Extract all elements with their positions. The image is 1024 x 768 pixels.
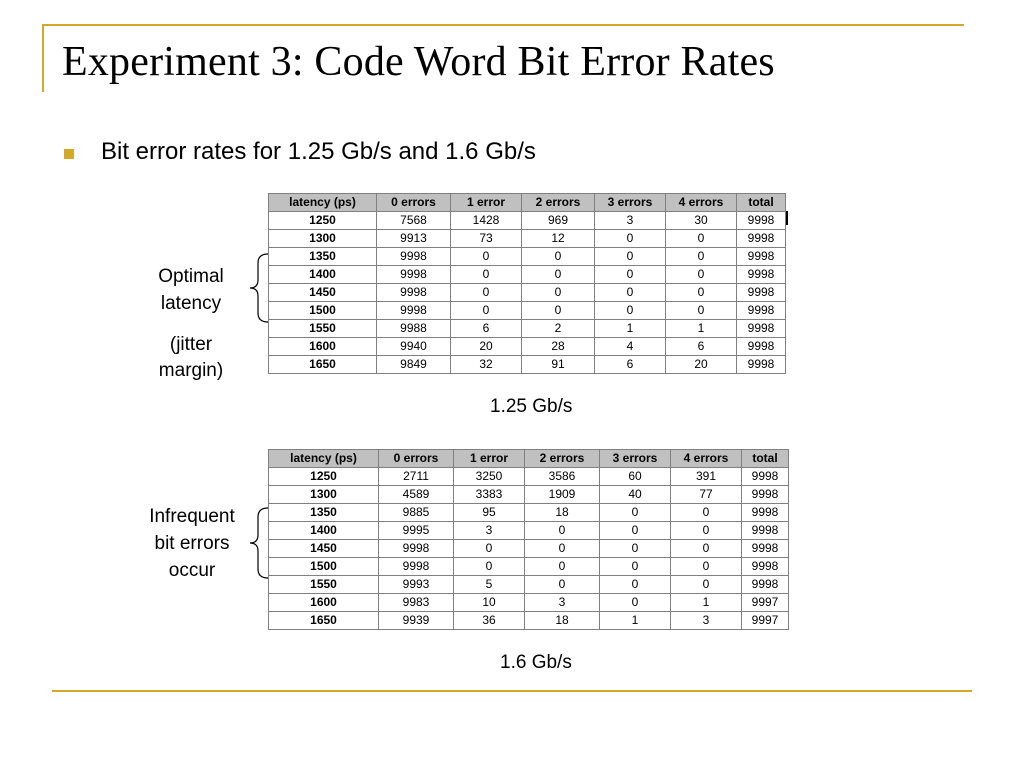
table-row: [269, 284, 786, 302]
cell-zero-errors: 7568: [377, 212, 451, 230]
column-header-one-error: 1 error: [451, 194, 522, 212]
cell-four-errors: 0: [666, 248, 737, 266]
left-curly-brace-icon: [248, 507, 270, 579]
cell-three-errors: 0: [600, 522, 671, 540]
cell-latency: 1300: [269, 230, 377, 248]
cell-three-errors: 0: [600, 558, 671, 576]
column-header-three-errors: 3 errors: [600, 450, 671, 468]
note-line: bit errors: [154, 533, 230, 554]
title-accent-vertical-line: [42, 24, 44, 92]
column-header-four-errors: 4 errors: [666, 194, 737, 212]
column-header-latency: latency (ps): [269, 194, 377, 212]
cell-zero-errors: 9988: [377, 320, 451, 338]
cell-two-errors: 0: [522, 302, 595, 320]
cell-three-errors: 0: [600, 594, 671, 612]
cell-total: 9998: [737, 320, 786, 338]
cell-two-errors: 0: [522, 266, 595, 284]
cell-three-errors: 0: [595, 230, 666, 248]
cell-latency: 1650: [269, 612, 379, 630]
table-row: [269, 266, 786, 284]
cell-latency: 1450: [269, 284, 377, 302]
cell-two-errors: 91: [522, 356, 595, 374]
cell-latency: 1250: [269, 212, 377, 230]
cell-four-errors: 0: [671, 540, 742, 558]
footer-divider-line: [52, 690, 972, 692]
cell-two-errors: 0: [522, 284, 595, 302]
cell-zero-errors: 4589: [379, 486, 454, 504]
cell-two-errors: 0: [522, 248, 595, 266]
cell-two-errors: 2: [522, 320, 595, 338]
cell-four-errors: 0: [666, 302, 737, 320]
cell-two-errors: 0: [525, 558, 600, 576]
table-header-row: [269, 194, 786, 212]
cell-zero-errors: 9885: [379, 504, 454, 522]
note-line: Optimal: [158, 266, 224, 287]
column-header-one-error: 1 error: [454, 450, 525, 468]
cell-three-errors: 1: [595, 320, 666, 338]
cell-total: 9998: [737, 212, 786, 230]
cell-three-errors: 0: [595, 284, 666, 302]
cell-total: 9998: [742, 504, 789, 522]
cell-one-error: 10: [454, 594, 525, 612]
cell-one-error: 1428: [451, 212, 522, 230]
column-header-zero-errors: 0 errors: [379, 450, 454, 468]
cell-one-error: 20: [451, 338, 522, 356]
cell-total: 9997: [742, 594, 789, 612]
cell-latency: 1500: [269, 302, 377, 320]
square-bullet-icon: [64, 149, 74, 159]
column-header-two-errors: 2 errors: [522, 194, 595, 212]
cell-total: 9998: [742, 486, 789, 504]
cell-total: 9998: [737, 266, 786, 284]
cell-four-errors: 1: [666, 320, 737, 338]
cell-latency: 1300: [269, 486, 379, 504]
table-row: [269, 338, 786, 356]
table-row: [269, 212, 786, 230]
cell-four-errors: 77: [671, 486, 742, 504]
cell-three-errors: 1: [600, 612, 671, 630]
cell-four-errors: 0: [671, 522, 742, 540]
cell-latency: 1550: [269, 576, 379, 594]
table-row: [269, 504, 789, 522]
cell-zero-errors: 9940: [377, 338, 451, 356]
table-caption-1-25gbps: 1.25 Gb/s: [490, 396, 573, 417]
cell-total: 9998: [737, 356, 786, 374]
cell-four-errors: 30: [666, 212, 737, 230]
cell-three-errors: 4: [595, 338, 666, 356]
cell-latency: 1450: [269, 540, 379, 558]
cell-four-errors: 0: [666, 284, 737, 302]
cell-three-errors: 0: [600, 540, 671, 558]
cell-one-error: 6: [451, 320, 522, 338]
table-row: [269, 522, 789, 540]
cell-one-error: 73: [451, 230, 522, 248]
cell-total: 9998: [737, 302, 786, 320]
column-header-latency: latency (ps): [269, 450, 379, 468]
cell-total: 9998: [742, 522, 789, 540]
cell-latency: 1350: [269, 504, 379, 522]
cell-four-errors: 1: [671, 594, 742, 612]
cell-two-errors: 3: [525, 594, 600, 612]
table-row: [269, 230, 786, 248]
cell-total: 9998: [742, 540, 789, 558]
infrequent-errors-note: [134, 503, 250, 584]
cell-zero-errors: 9939: [379, 612, 454, 630]
cell-four-errors: 20: [666, 356, 737, 374]
cell-four-errors: 391: [671, 468, 742, 486]
cell-zero-errors: 9998: [377, 302, 451, 320]
cell-two-errors: 0: [525, 576, 600, 594]
cell-one-error: 32: [451, 356, 522, 374]
table-row: [269, 558, 789, 576]
cell-four-errors: 0: [666, 230, 737, 248]
cell-latency: 1400: [269, 522, 379, 540]
cell-four-errors: 3: [671, 612, 742, 630]
cell-zero-errors: 9998: [379, 558, 454, 576]
cell-one-error: 0: [451, 248, 522, 266]
table-row: [269, 356, 786, 374]
column-header-total: total: [742, 450, 789, 468]
cell-total: 9998: [737, 248, 786, 266]
cell-zero-errors: 9995: [379, 522, 454, 540]
cell-four-errors: 0: [671, 558, 742, 576]
cell-zero-errors: 9998: [377, 248, 451, 266]
cell-two-errors: 3586: [525, 468, 600, 486]
cell-zero-errors: 9998: [377, 284, 451, 302]
column-header-total: total: [737, 194, 786, 212]
note-line: Infrequent: [149, 506, 235, 527]
cell-latency: 1500: [269, 558, 379, 576]
cell-four-errors: 0: [666, 266, 737, 284]
cell-four-errors: 6: [666, 338, 737, 356]
left-curly-brace-icon: [248, 253, 270, 323]
cell-one-error: 3: [454, 522, 525, 540]
jitter-margin-note: [138, 332, 244, 384]
cell-one-error: 3250: [454, 468, 525, 486]
note-line: occur: [168, 560, 216, 581]
table-row: [269, 248, 786, 266]
cell-zero-errors: 9993: [379, 576, 454, 594]
cell-one-error: 0: [454, 540, 525, 558]
error-rate-table-1-25gbps: [268, 193, 786, 374]
table-row: [269, 302, 786, 320]
title-accent-top-line: [42, 24, 964, 26]
optimal-latency-note: [138, 263, 244, 317]
cell-one-error: 36: [454, 612, 525, 630]
note-line: (jitter: [169, 334, 213, 355]
cell-latency: 1250: [269, 468, 379, 486]
cell-two-errors: 0: [525, 540, 600, 558]
bullet-text: Bit error rates for 1.25 Gb/s and 1.6 Gb/s: [101, 138, 536, 165]
table-row: [269, 594, 789, 612]
note-line: margin): [158, 360, 224, 381]
cell-three-errors: 0: [595, 266, 666, 284]
table-header-row: [269, 450, 789, 468]
cell-zero-errors: 9849: [377, 356, 451, 374]
cell-latency: 1550: [269, 320, 377, 338]
cell-two-errors: 18: [525, 612, 600, 630]
stray-mark: [786, 211, 788, 225]
table-caption-1-6gbps: 1.6 Gb/s: [500, 652, 572, 673]
table-row: [269, 320, 786, 338]
cell-one-error: 0: [451, 266, 522, 284]
cell-total: 9998: [742, 576, 789, 594]
cell-two-errors: 1909: [525, 486, 600, 504]
cell-total: 9998: [737, 230, 786, 248]
cell-total: 9998: [737, 338, 786, 356]
cell-four-errors: 0: [671, 504, 742, 522]
cell-total: 9998: [742, 468, 789, 486]
cell-three-errors: 6: [595, 356, 666, 374]
cell-zero-errors: 9998: [377, 266, 451, 284]
cell-one-error: 5: [454, 576, 525, 594]
cell-latency: 1600: [269, 338, 377, 356]
bullet-item: [64, 138, 536, 166]
cell-two-errors: 969: [522, 212, 595, 230]
cell-zero-errors: 9998: [379, 540, 454, 558]
table-row: [269, 486, 789, 504]
cell-three-errors: 0: [595, 302, 666, 320]
cell-one-error: 0: [451, 302, 522, 320]
cell-three-errors: 3: [595, 212, 666, 230]
cell-latency: 1400: [269, 266, 377, 284]
cell-three-errors: 40: [600, 486, 671, 504]
cell-total: 9998: [737, 284, 786, 302]
cell-one-error: 95: [454, 504, 525, 522]
cell-two-errors: 0: [525, 522, 600, 540]
cell-two-errors: 28: [522, 338, 595, 356]
cell-zero-errors: 9983: [379, 594, 454, 612]
error-rate-table-1-6gbps: [268, 449, 789, 630]
cell-three-errors: 60: [600, 468, 671, 486]
table-row: [269, 612, 789, 630]
slide-title: Experiment 3: Code Word Bit Error Rates: [62, 39, 775, 85]
column-header-four-errors: 4 errors: [671, 450, 742, 468]
table-row: [269, 468, 789, 486]
cell-two-errors: 18: [525, 504, 600, 522]
table-row: [269, 576, 789, 594]
cell-two-errors: 12: [522, 230, 595, 248]
cell-three-errors: 0: [600, 576, 671, 594]
column-header-three-errors: 3 errors: [595, 194, 666, 212]
cell-three-errors: 0: [600, 504, 671, 522]
cell-one-error: 0: [451, 284, 522, 302]
cell-total: 9998: [742, 558, 789, 576]
cell-zero-errors: 2711: [379, 468, 454, 486]
column-header-zero-errors: 0 errors: [377, 194, 451, 212]
table-row: [269, 540, 789, 558]
column-header-two-errors: 2 errors: [525, 450, 600, 468]
cell-one-error: 0: [454, 558, 525, 576]
note-line: latency: [160, 293, 222, 314]
cell-latency: 1350: [269, 248, 377, 266]
cell-three-errors: 0: [595, 248, 666, 266]
cell-four-errors: 0: [671, 576, 742, 594]
cell-latency: 1600: [269, 594, 379, 612]
cell-total: 9997: [742, 612, 789, 630]
cell-one-error: 3383: [454, 486, 525, 504]
cell-zero-errors: 9913: [377, 230, 451, 248]
cell-latency: 1650: [269, 356, 377, 374]
